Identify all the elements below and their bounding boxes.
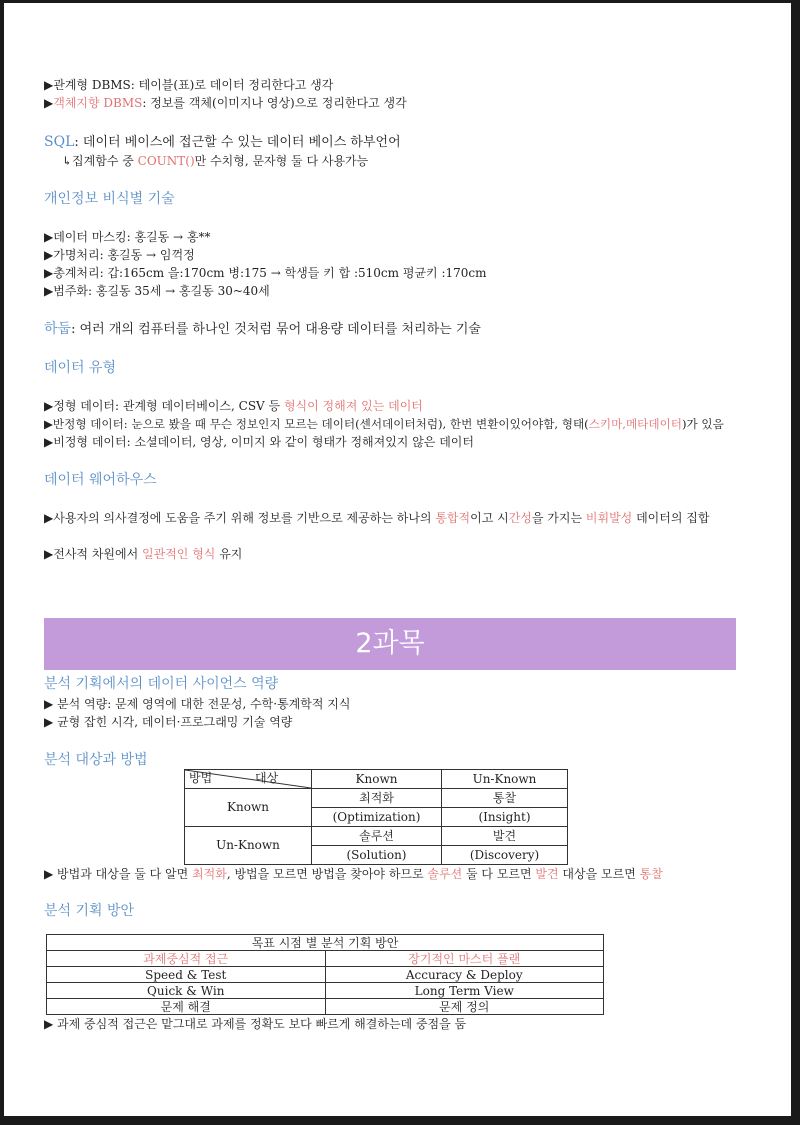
structured-data-prefix: ▶정형 데이터: 관계형 데이터베이스, CSV 등 — [44, 399, 284, 413]
dw-consistent-format: 일관적인 형식 — [142, 547, 216, 561]
corner-method-label: 방법 — [189, 771, 213, 785]
plan-table — [46, 934, 604, 1015]
note-a: ▶ 방법과 대상을 둘 다 알면 — [44, 867, 193, 881]
col-known-header: Known — [312, 770, 442, 789]
deid-item: ▶총계처리: 갑:165cm 을:170cm 병:175 → 학생들 키 합 :510cm 평균키 :170cm — [44, 266, 487, 280]
note-optimization: 최적화 — [192, 867, 227, 881]
solution-en-cell: (Solution) — [312, 846, 442, 865]
plan-cell: Speed & Test — [47, 967, 326, 983]
hadoop-desc: : 여러 개의 컴퓨터를 하나인 것처럼 묶어 대용량 데이터를 처리하는 기술 — [71, 322, 481, 337]
plan-cell: Long Term View — [325, 983, 604, 999]
plan-cell: 문제 정의 — [325, 999, 604, 1015]
dw-definition-line — [44, 510, 709, 526]
discovery-cell: 발견 — [442, 827, 568, 846]
structured-data-highlight: 형식이 정해져 있는 데이터 — [283, 399, 423, 413]
dw-cons-c: 유지 — [215, 547, 243, 561]
insight-en-cell: (Insight) — [442, 808, 568, 827]
sql-sub-suffix: 만 수치형, 문자형 둘 다 사용가능 — [194, 154, 369, 168]
semi-structured-suffix: )가 있음 — [681, 417, 724, 431]
competency-item: ▶ 균형 잡힌 시각, 데이터·프로그래밍 기술 역량 — [44, 715, 293, 729]
dw-time-variant: 간성 — [508, 511, 532, 525]
plan-table-title: 목표 시점 별 분석 기획 방안 — [47, 935, 604, 951]
solution-cell: 솔루션 — [312, 827, 442, 846]
optimization-en-cell: (Optimization) — [312, 808, 442, 827]
sql-sub-prefix: ↳집계함수 중 — [62, 154, 138, 168]
deid-item: ▶가명처리: 홍길동 → 임꺽정 — [44, 248, 195, 262]
corner-cell — [185, 770, 312, 789]
semi-structured-prefix: ▶반정형 데이터: 눈으로 봤을 때 무슨 정보인지 모르는 데이터(센서데이터처럼), 한번 변환이있어야함, 형태( — [44, 417, 589, 431]
plan-left-header: 과제중심적 접근 — [47, 951, 326, 967]
plan-right-header: 장기적인 마스터 플랜 — [325, 951, 604, 967]
note-c: , 방법을 모르면 방법을 찾아야 하므로 — [226, 867, 428, 881]
note-insight: 통찰 — [639, 867, 663, 881]
dw-heading: 데이터 웨어하우스 — [44, 472, 157, 488]
sql-sub-line — [62, 153, 368, 169]
sql-line — [44, 134, 401, 151]
dw-consistency-line — [44, 546, 242, 562]
targets-methods-table — [184, 769, 568, 865]
object-dbms-desc: : 정보를 객체(이미지나 영상)으로 정리한다고 생각 — [142, 96, 407, 110]
hadoop-term: 하둡 — [44, 321, 72, 337]
sql-term: SQL — [44, 134, 75, 150]
dw-def-e: 을 가지는 — [531, 511, 586, 525]
section-banner: 2과목 — [44, 618, 736, 670]
plan-cell: 문제 해결 — [47, 999, 326, 1015]
sql-count-term: COUNT() — [137, 154, 195, 168]
targets-note — [44, 866, 663, 882]
targets-heading: 분석 대상과 방법 — [44, 752, 148, 768]
deid-item: ▶데이터 마스킹: 홍길동 → 홍** — [44, 230, 211, 244]
competency-item: ▶ 분석 역량: 문제 영역에 대한 전문성, 수학·통계학적 지식 — [44, 697, 351, 711]
plan-cell: Accuracy & Deploy — [325, 967, 604, 983]
deid-heading: 개인정보 비식별 기술 — [44, 191, 175, 207]
note-e: 둘 다 모르면 — [462, 867, 536, 881]
sql-desc: : 데이터 베이스에 접근할 수 있는 데이터 베이스 하부언어 — [74, 135, 401, 150]
object-dbms-term: 객체지향 DBMS — [53, 96, 143, 110]
optimization-cell: 최적화 — [312, 789, 442, 808]
row-known-header: Known — [185, 789, 312, 827]
note-discovery: 발견 — [535, 867, 559, 881]
semi-structured-line — [44, 416, 724, 432]
corner-target-label: 대상 — [255, 771, 279, 785]
note-solution: 솔루션 — [427, 867, 463, 881]
competency-heading: 분석 기획에서의 데이터 사이언스 역량 — [44, 676, 279, 692]
structured-data-line — [44, 398, 423, 414]
discovery-en-cell: (Discovery) — [442, 846, 568, 865]
plan-cell: Quick & Win — [47, 983, 326, 999]
data-types-heading: 데이터 유형 — [44, 360, 117, 376]
insight-cell: 통찰 — [442, 789, 568, 808]
unstructured-line: ▶비정형 데이터: 소셜데이터, 영상, 이미지 와 같이 형태가 정해져있지 않은 데이터 — [44, 435, 474, 449]
object-dbms-line: ▶객체지향 DBMS: 정보를 객체(이미지나 영상)으로 정리한다고 생각 — [44, 96, 407, 110]
plan-heading: 분석 기획 방안 — [44, 903, 135, 919]
plan-note: ▶ 과제 중심적 접근은 맡그대로 과제를 정확도 보다 빠르게 해결하는데 중점을 둠 — [44, 1017, 467, 1031]
deid-item: ▶범주화: 홍길동 35세 → 홍길동 30~40세 — [44, 284, 270, 298]
dw-cons-a: ▶전사적 차원에서 — [44, 547, 143, 561]
dw-def-a: ▶사용자의 의사결정에 도움을 주기 위해 정보를 기반으로 제공하는 하나의 — [44, 511, 436, 525]
dw-def-c: 이고 시 — [470, 511, 509, 525]
dw-integrated: 통합적 — [435, 511, 471, 525]
row-unknown-header: Un-Known — [185, 827, 312, 865]
semi-structured-highlight: 스키마,메타데이터 — [588, 417, 682, 431]
col-unknown-header: Un-Known — [442, 770, 568, 789]
note-g: 대상을 모르면 — [558, 867, 640, 881]
dw-nonvolatile: 비휘발성 — [585, 511, 633, 525]
dw-def-g: 데이터의 집합 — [632, 511, 710, 525]
relational-dbms-line: ▶관계형 DBMS: 테이블(표)로 데이터 정리한다고 생각 — [44, 78, 334, 92]
hadoop-line — [44, 321, 481, 338]
